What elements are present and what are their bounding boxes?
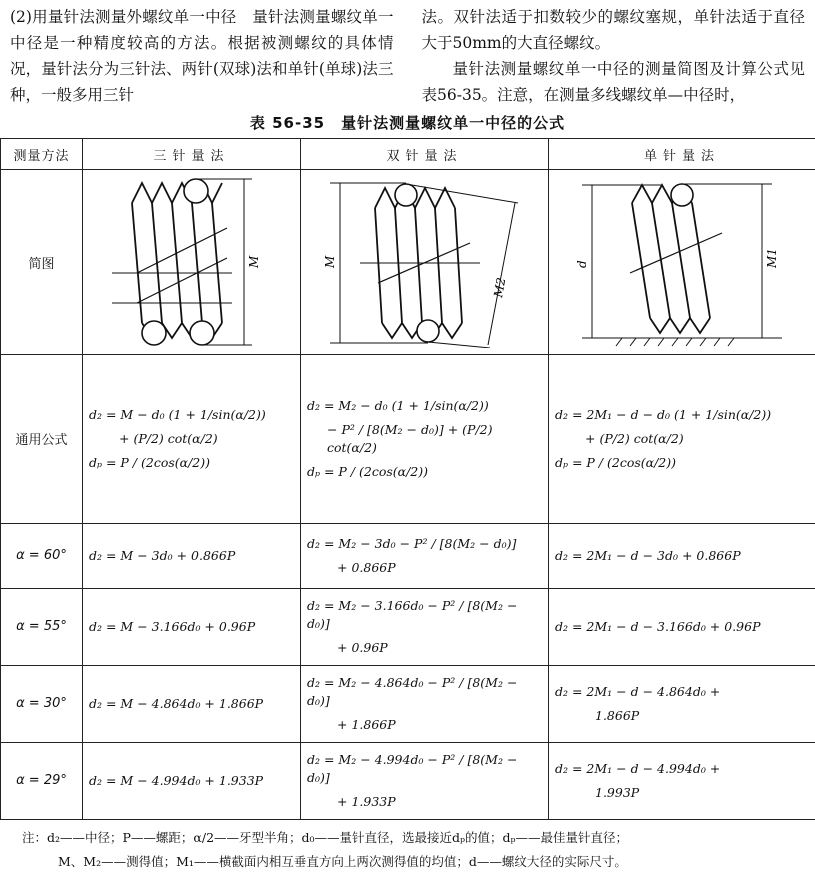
- formula-line: d₂ = M₂ − 3.166d₀ − P² / [8(M₂ − d₀)]: [307, 597, 518, 631]
- label-M1: M1: [765, 247, 779, 268]
- label-d: d: [575, 259, 589, 268]
- row-label-60: α = 60°: [1, 523, 83, 588]
- formula-line: d₂ = M − d₀ (1 + 1/sin(α/2)): [89, 406, 266, 422]
- general-one-wire: [549, 355, 815, 523]
- table-note: [22, 826, 802, 874]
- header-one-wire: 单针量法: [549, 139, 815, 170]
- formula-line: dₚ = P / (2cos(α/2)): [555, 454, 676, 470]
- formula-line: + (P/2) cot(α/2): [585, 430, 684, 446]
- formula-line: dₚ = P / (2cos(α/2)): [307, 463, 428, 479]
- a55-one-wire: d₂ = 2M₁ − d − 3.166d₀ + 0.96P: [549, 588, 815, 665]
- intro-left: (2)用量针法测量外螺纹单一中径 量针法测量螺纹单一中径是一种精度较高的方法。根据被测螺纹的具体情况，量针法分为三针法、两针(双球)法和单针(单球)法三种，一般多用三针: [10, 8, 394, 104]
- formula-line: d₂ = M₂ − 3d₀ − P² / [8(M₂ − d₀)]: [307, 535, 517, 551]
- row-label-29: α = 29°: [1, 742, 83, 819]
- formula-line: dₚ = P / (2cos(α/2)): [89, 454, 210, 470]
- alpha-60-row: [1, 523, 815, 588]
- a55-three-wire: d₂ = M − 3.166d₀ + 0.96P: [83, 588, 301, 665]
- a60-two-wire: [301, 523, 549, 588]
- a29-one-wire: [549, 742, 815, 819]
- figure-row: [1, 170, 815, 355]
- header-three-wire: 三针量法: [83, 139, 301, 170]
- formula-line: d₂ = M₂ − 4.864d₀ − P² / [8(M₂ − d₀)]: [307, 674, 518, 708]
- row-label-figure: 简图: [1, 170, 83, 355]
- label-M: M: [246, 255, 261, 268]
- formula-line: + (P/2) cot(α/2): [119, 430, 218, 446]
- figure-one-wire: [549, 170, 815, 355]
- formula-line: + 1.933P: [337, 793, 396, 809]
- general-formula-row: [1, 355, 815, 523]
- a60-three-wire: d₂ = M − 3d₀ + 0.866P: [83, 523, 301, 588]
- a30-one-wire: [549, 665, 815, 742]
- formula-line: d₂ = 2M₁ − d − 4.864d₀ +: [555, 683, 721, 699]
- alpha-55-row: [1, 588, 815, 665]
- alpha-30-row: [1, 665, 815, 742]
- a60-one-wire: d₂ = 2M₁ − d − 3d₀ + 0.866P: [549, 523, 815, 588]
- formula-line: d₂ = 2M₁ − d − 4.994d₀ +: [555, 760, 721, 776]
- formula-line: 1.866P: [595, 707, 640, 723]
- alpha-29-row: [1, 742, 815, 819]
- formula-line: + 0.866P: [337, 559, 396, 575]
- formula-line: + 0.96P: [337, 639, 388, 655]
- general-three-wire: [83, 355, 301, 523]
- intro-right: [422, 4, 806, 112]
- a55-two-wire: [301, 588, 549, 665]
- formula-table: [0, 138, 815, 820]
- table-caption: 表 56-35 量针法测量螺纹单一中径的公式: [249, 114, 566, 132]
- a29-two-wire: [301, 742, 549, 819]
- figure-two-wire: [301, 170, 549, 355]
- general-two-wire: [301, 355, 549, 523]
- formula-line: d₂ = M₂ − 4.994d₀ − P² / [8(M₂ − d₀)]: [307, 751, 518, 785]
- formula-line: + 1.866P: [337, 716, 396, 732]
- intro-right-p1: 法。双针法适于扣数较少的螺纹塞规，单针法适于直径大于50mm的大直径螺纹。: [421, 8, 805, 52]
- figure-three-wire: [83, 170, 301, 355]
- formula-line: d₂ = 2M₁ − d − d₀ (1 + 1/sin(α/2)): [555, 406, 772, 422]
- intro-text: [10, 4, 805, 112]
- three-wire-diagram: [92, 173, 292, 348]
- formula-line: 1.993P: [595, 784, 640, 800]
- header-two-wire: 双针量法: [301, 139, 549, 170]
- header-method: 测量方法: [1, 139, 83, 170]
- a30-two-wire: [301, 665, 549, 742]
- intro-right-p2: 量针法测量螺纹单一中径的测量简图及计算公式见表56-35。注意，在测量多线螺纹单—中径时，: [421, 60, 805, 104]
- two-wire-diagram: [310, 173, 540, 348]
- a29-three-wire: d₂ = M − 4.994d₀ + 1.933P: [83, 742, 301, 819]
- row-label-30: α = 30°: [1, 665, 83, 742]
- header-row: [1, 139, 815, 170]
- row-label-general: 通用公式: [1, 355, 83, 523]
- note-line-1: 注：d₂——中径；P——螺距；α/2——牙型半角；d₀——量针直径，选最接近dₚ的值；dₚ——最佳量针直径；: [22, 830, 629, 845]
- row-label-55: α = 55°: [1, 588, 83, 665]
- formula-line: d₂ = M₂ − d₀ (1 + 1/sin(α/2)): [307, 397, 489, 413]
- note-line-2: M、M₂——测得值；M₁——横截面内相互垂直方向上两次测得值的均值；d——螺纹大径的实际尺寸。: [58, 854, 627, 869]
- label-M-two: M: [322, 255, 337, 268]
- label-M2: M2: [490, 276, 508, 299]
- formula-line: − P² / [8(M₂ − d₀)] + (P/2) cot(α/2): [327, 421, 493, 455]
- a30-three-wire: d₂ = M − 4.864d₀ + 1.866P: [83, 665, 301, 742]
- one-wire-diagram: [562, 173, 802, 348]
